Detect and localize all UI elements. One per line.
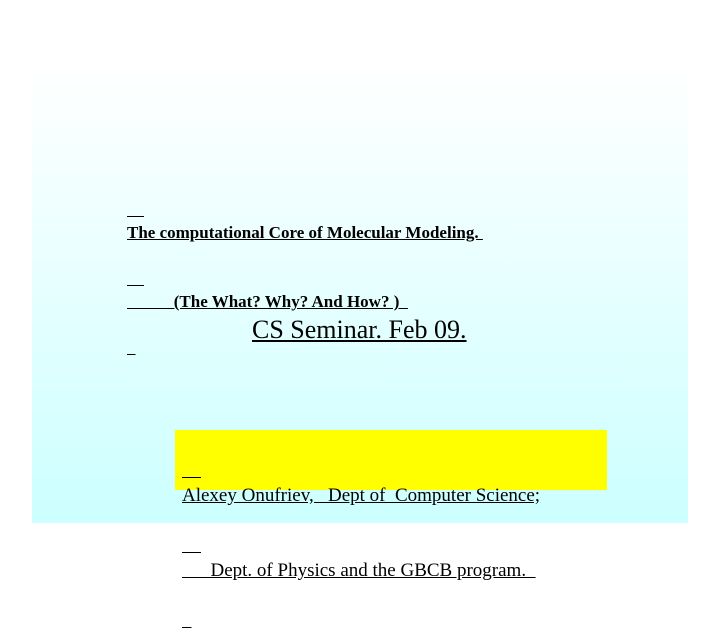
author-line-1: Alexey Onufriev, Dept of Computer Science; [182,485,541,506]
seminar-subtitle: CS Seminar. Feb 09. [252,315,467,344]
title-line-2: (The What? Why? And How? ) [127,292,408,311]
author-line-2: Dept. of Physics and the GBCB program. [182,560,536,581]
title-line-1: The computational Core of Molecular Modeling. [127,223,483,242]
author-box [175,430,607,581]
